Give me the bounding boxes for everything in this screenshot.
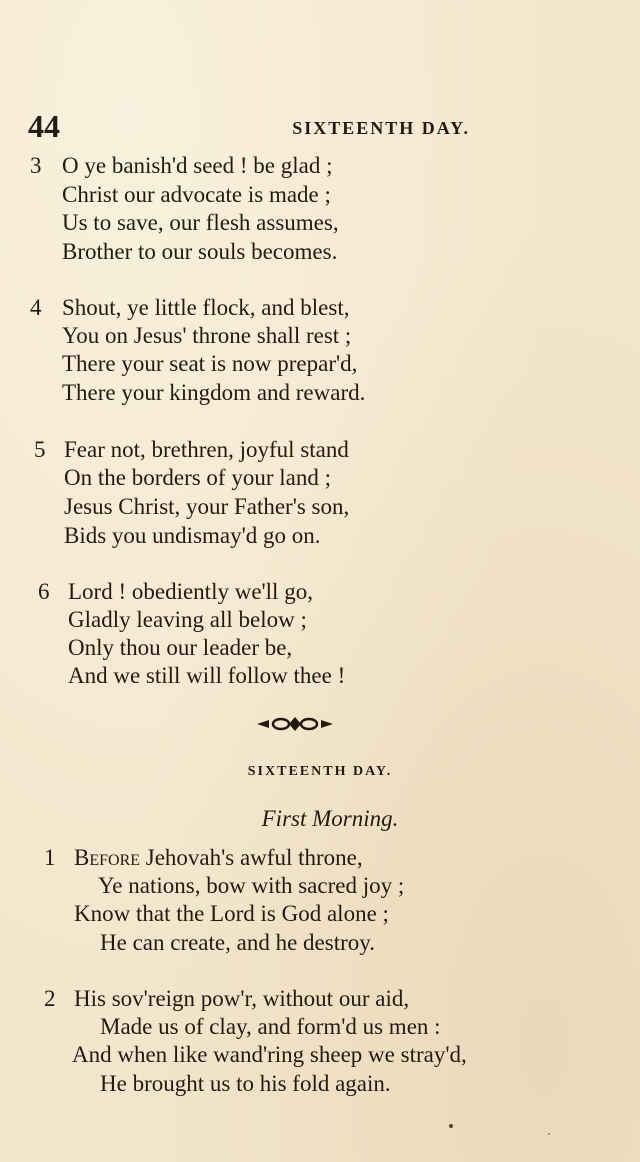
verse-line: Fear not, brethren, joyful stand bbox=[64, 437, 349, 462]
verse-line: And we still will follow thee ! bbox=[68, 663, 346, 688]
ink-speck bbox=[548, 1133, 550, 1135]
verse-line: Brother to our souls becomes. bbox=[62, 239, 338, 264]
page-number: 44 bbox=[28, 108, 60, 144]
verse-line bbox=[74, 844, 363, 872]
verse-line: Gladly leaving all below ; bbox=[68, 607, 307, 632]
ink-speck bbox=[449, 1124, 453, 1128]
stanza-number: 1 bbox=[44, 845, 56, 870]
running-head bbox=[28, 108, 470, 148]
verse-line: There your kingdom and reward. bbox=[62, 380, 366, 405]
verse-line: His sov'reign pow'r, without our aid, bbox=[74, 986, 410, 1011]
first-word-caps: Before bbox=[74, 845, 141, 870]
verse-line: Only thou our leader be, bbox=[68, 635, 293, 660]
stanza-number: 2 bbox=[44, 986, 56, 1011]
stanza-number: 5 bbox=[34, 437, 46, 462]
stanza-number: 4 bbox=[30, 295, 42, 320]
verse-line: Know that the Lord is God alone ; bbox=[74, 901, 389, 926]
verse-line: Lord ! obediently we'll go, bbox=[68, 579, 313, 604]
verse-line: Shout, ye little flock, and blest, bbox=[62, 295, 350, 320]
verse-line: Ye nations, bow with sacred joy ; bbox=[98, 873, 405, 898]
verse-line: Bids you undismay'd go on. bbox=[64, 523, 321, 548]
section-heading: SIXTEENTH DAY. bbox=[247, 764, 393, 779]
stanza-number: 3 bbox=[30, 153, 42, 178]
verse-line: He can create, and he destroy. bbox=[100, 930, 376, 955]
section-subtitle: First Morning. bbox=[261, 806, 399, 831]
verse-line: There your seat is now prepar'd, bbox=[62, 351, 358, 376]
verse-line: On the borders of your land ; bbox=[64, 465, 331, 490]
verse-line: Christ our advocate is made ; bbox=[62, 182, 331, 207]
stanza-number: 6 bbox=[38, 579, 50, 604]
ornament-divider-icon bbox=[255, 712, 335, 736]
verse-line: And when like wand'ring sheep we stray'd, bbox=[72, 1042, 467, 1067]
verse-line: He brought us to his fold again. bbox=[100, 1071, 391, 1096]
first-line-rest: Jehovah's awful throne, bbox=[140, 845, 363, 870]
running-title: SIXTEENTH DAY. bbox=[292, 118, 470, 138]
verse-line: Us to save, our flesh assumes, bbox=[62, 210, 339, 235]
verse-line: Jesus Christ, your Father's son, bbox=[64, 494, 350, 519]
verse-line: You on Jesus' throne shall rest ; bbox=[62, 323, 352, 348]
verse-line: Made us of clay, and form'd us men : bbox=[100, 1014, 441, 1039]
verse-line: O ye banish'd seed ! be glad ; bbox=[62, 153, 333, 178]
